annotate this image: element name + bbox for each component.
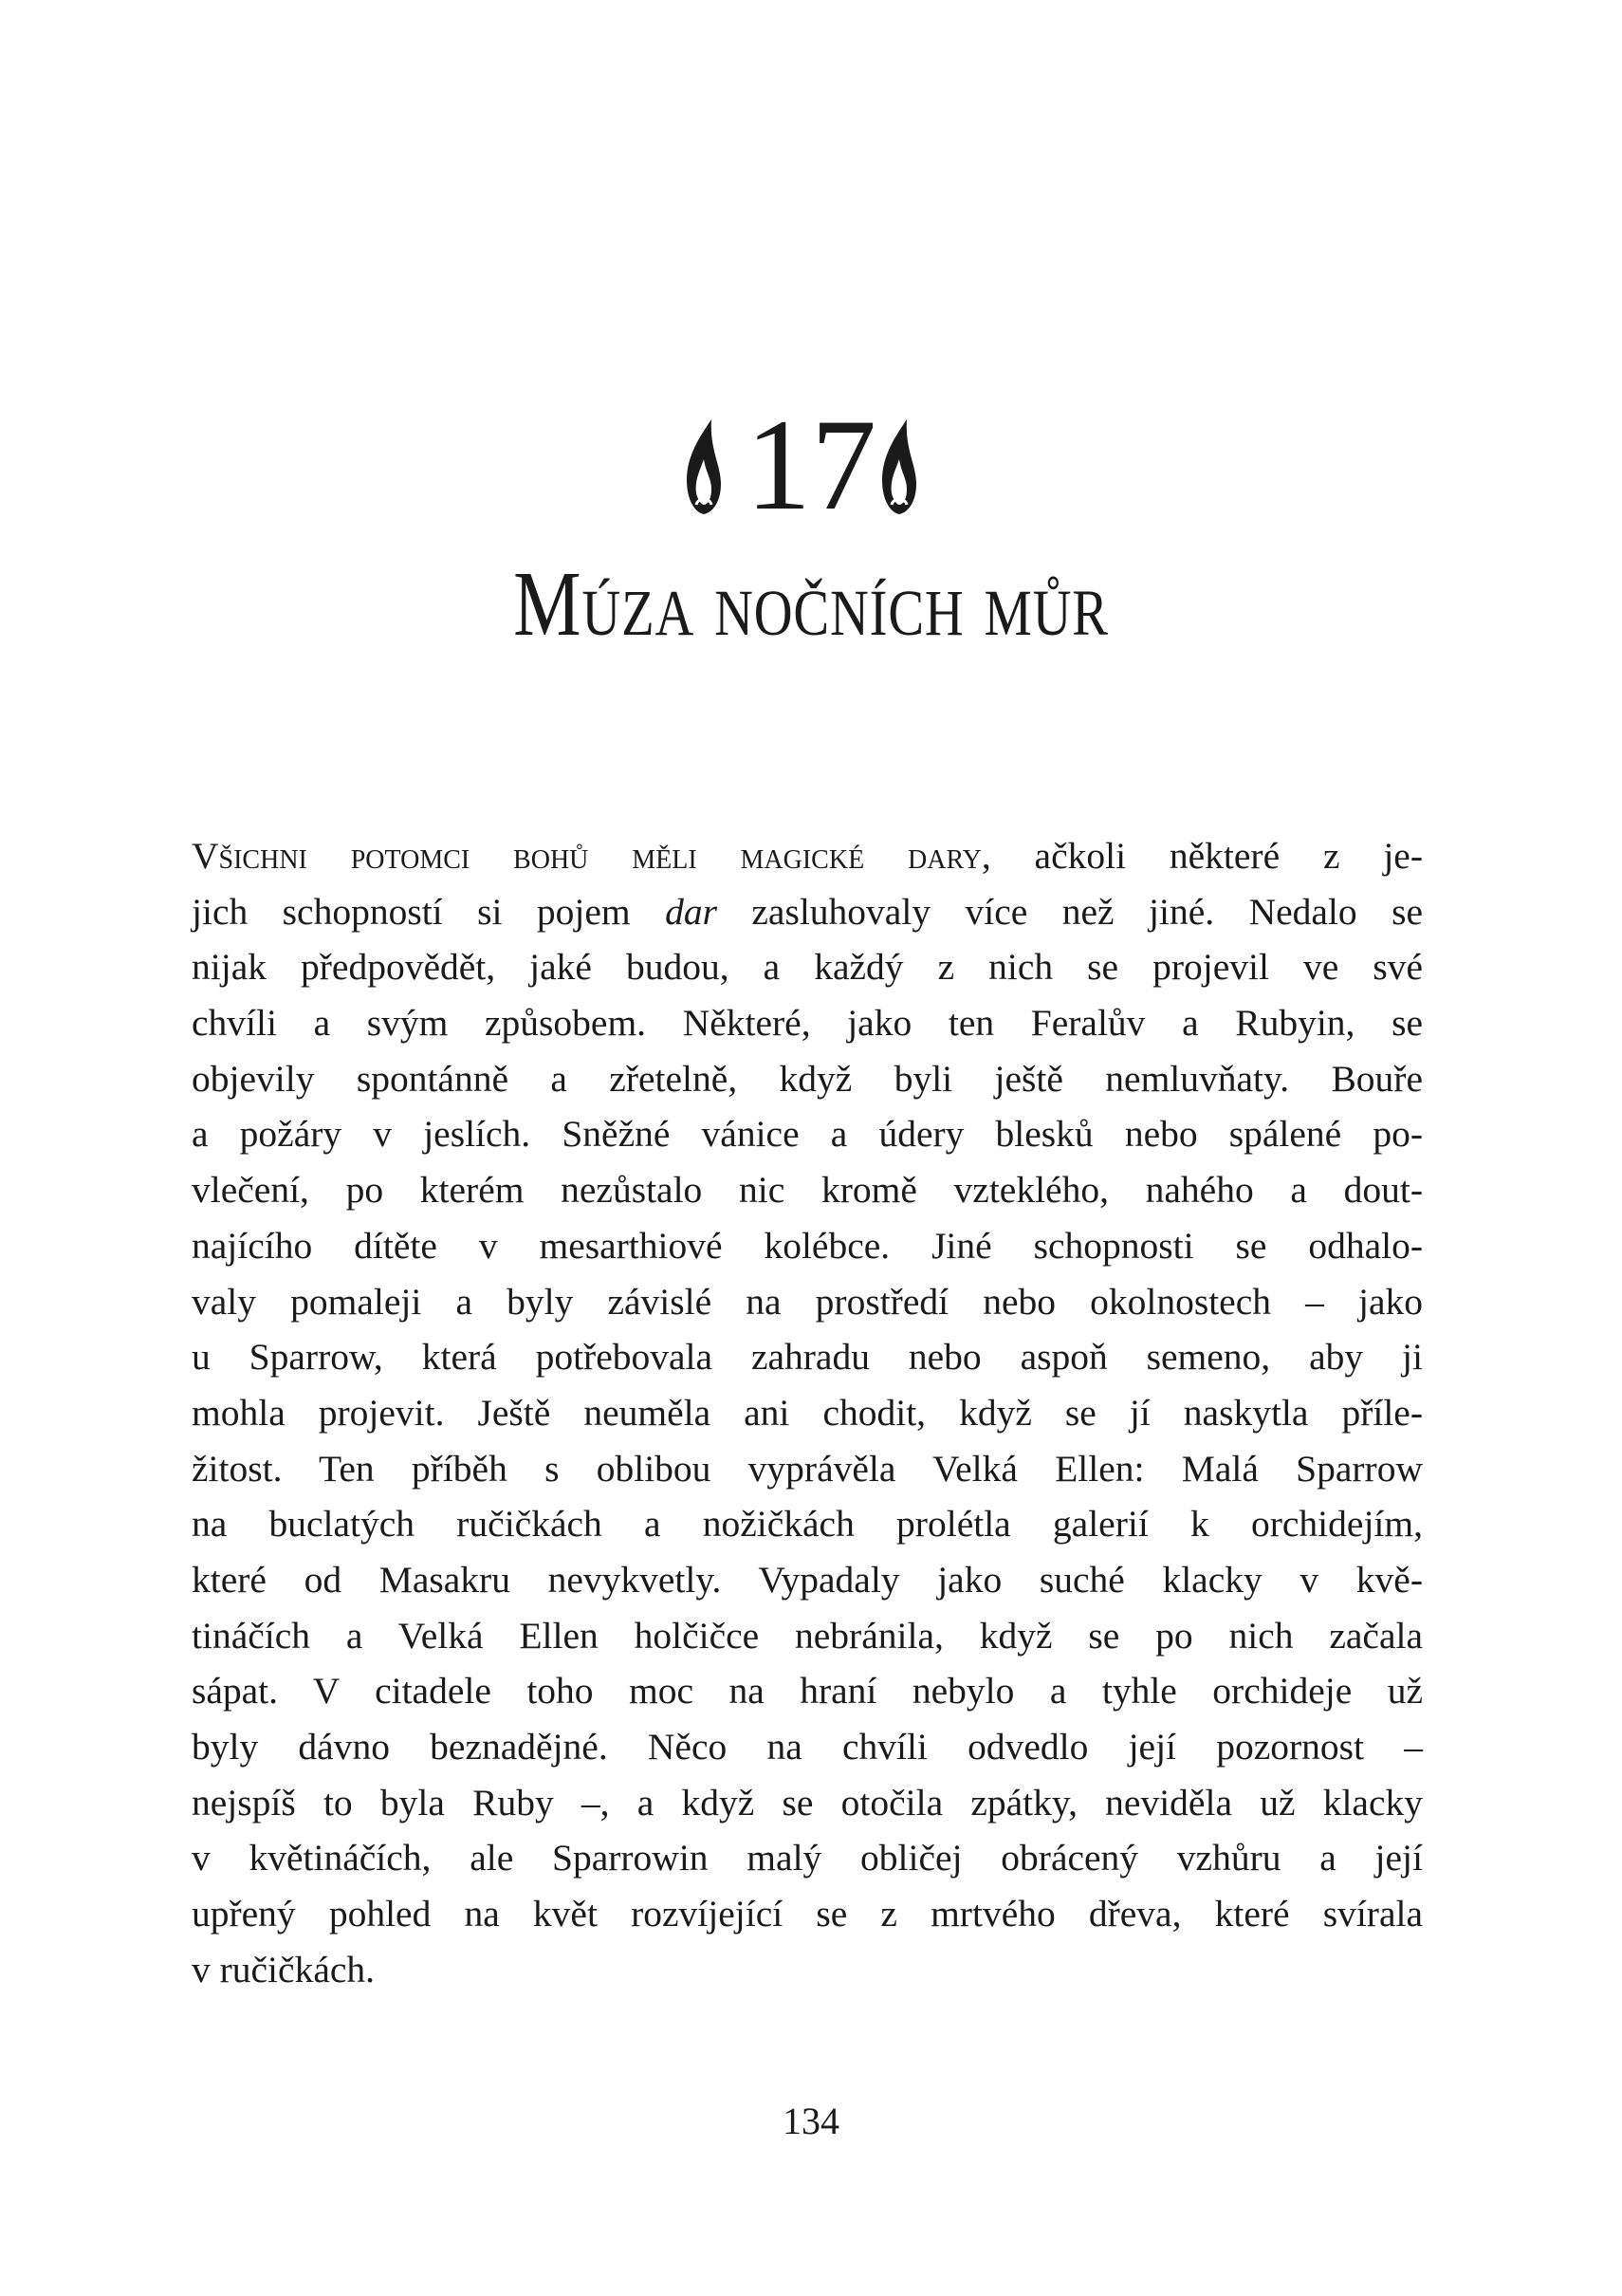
text-line: sápat. V citadele toho moc na hraní nebylo a tyhle orchideje už: [192, 1670, 1423, 1713]
text-line: chvíli a svým způsobem. Některé, jako ten Feralův a Rubyin, se: [192, 1002, 1423, 1045]
text-span: zasluhovaly více než jiné. Nedalo se: [716, 890, 1423, 933]
text-line: a požáry v jeslích. Sněžné vánice a údery blesků nebo spálené po-: [192, 1113, 1423, 1156]
text-line: mohla projevit. Ještě neuměla ani chodit, když se jí naskytla příle-: [192, 1391, 1423, 1434]
chapter-title: Múza nočních můr: [513, 553, 1109, 656]
text-line: najícího dítěte v mesarthiové kolébce. Jiné schopnosti se odhalo-: [192, 1224, 1423, 1267]
text-line: vlečení, po kterém nezůstalo nic kromě vzteklého, nahého a dout-: [192, 1169, 1423, 1212]
text-line: valy pomaleji a byly závislé na prostředí nebo okolnostech – jako: [192, 1280, 1423, 1323]
text-span: , ačkoli některé z je-: [981, 835, 1423, 877]
flame-icon: [878, 417, 920, 516]
chapter-number: 17: [746, 392, 876, 537]
text-line: nijak předpovědět, jaké budou, a každý z nich se projevil ve své: [192, 946, 1423, 989]
text-line: objevily spontánně a zřetelně, když byli ještě nemluvňaty. Bouře: [192, 1057, 1423, 1100]
text-line: upřený pohled na květ rozvíjející se z mrtvého dřeva, které svírala: [192, 1893, 1423, 1935]
text-line: [192, 884, 1423, 940]
text-line: nejspíš to byla Ruby –, a když se otočila zpátky, neviděla už klacky: [192, 1781, 1423, 1824]
text-line: byly dávno beznadějné. Něco na chvíli odvedlo její pozornost –: [192, 1726, 1423, 1768]
text-line: v ručičkách.: [192, 1948, 376, 1990]
text-line: v květináčích, ale Sparrowin malý obličej obrácený vzhůru a její: [192, 1837, 1423, 1879]
text-span: jich schopností si pojem: [192, 890, 666, 933]
text-line: tináčích a Velká Ellen holčičce nebránila, když se po nich začala: [192, 1614, 1423, 1657]
italic-word: dar: [665, 890, 717, 933]
text-line: žitost. Ten příběh s oblibou vyprávěla Velká Ellen: Malá Sparrow: [192, 1447, 1423, 1490]
text-line: u Sparrow, která potřebovala zahradu nebo aspoň semeno, aby ji: [192, 1336, 1423, 1379]
body-text: [192, 828, 1423, 1997]
smallcaps-lead: Všichni potomci bohů měli magické dary: [192, 835, 982, 877]
text-line: na buclatých ručičkách a nožičkách prolétla galerií k orchidejím,: [192, 1503, 1423, 1546]
text-line: [192, 828, 1423, 884]
text-line: které od Masakru nevykvetly. Vypadaly jako suché klacky v kvě-: [192, 1558, 1423, 1601]
page-number: 134: [783, 2100, 839, 2142]
